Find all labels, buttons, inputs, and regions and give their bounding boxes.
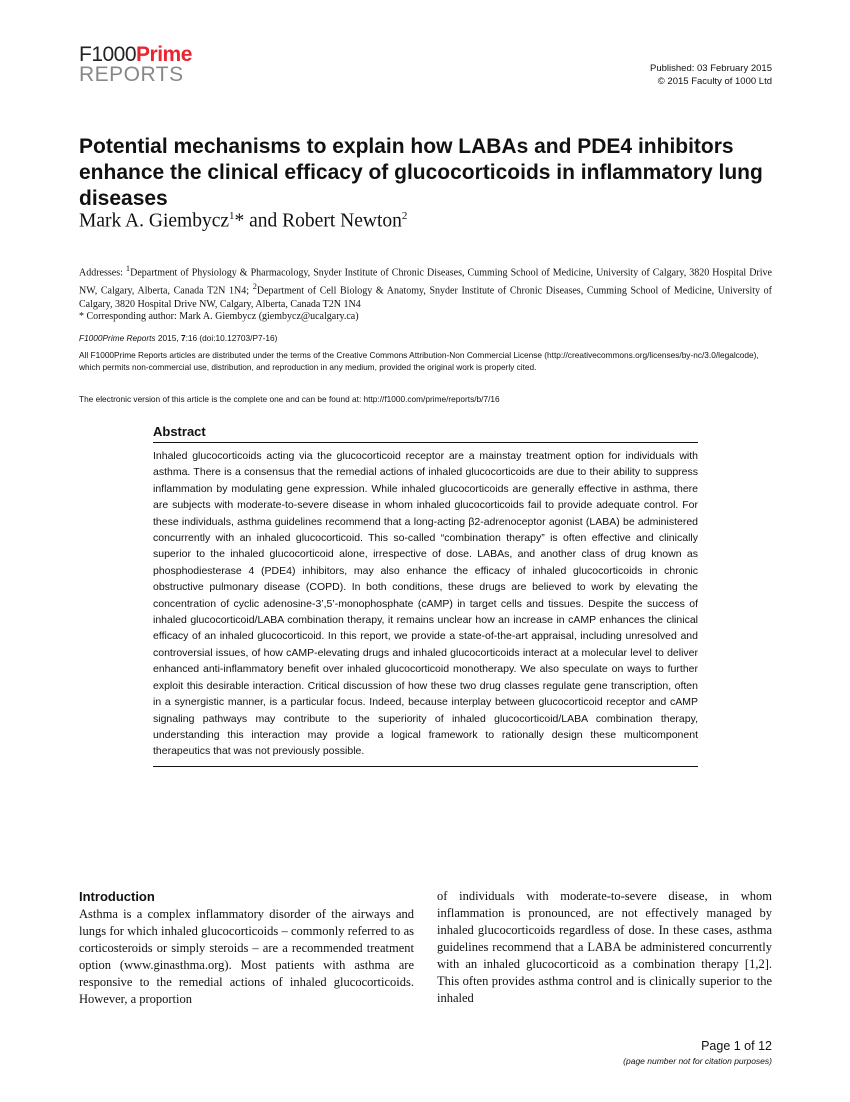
address-1-marker: 1 bbox=[125, 264, 131, 273]
article-title: Potential mechanisms to explain how LABAs and PDE4 inhibitors enhance the clinical efficacy of glucocorticoids in inflammatory lung diseases bbox=[79, 135, 763, 210]
page-number-note: (page number not for citation purposes) bbox=[623, 1056, 772, 1066]
publication-info bbox=[650, 62, 772, 88]
citation-year: 2015, bbox=[155, 333, 181, 343]
addresses bbox=[79, 262, 772, 311]
published-date: Published: 03 February 2015 bbox=[650, 63, 772, 74]
authors-and: and bbox=[244, 210, 283, 232]
address-2: Department of Cell Biology & Anatomy, Snyder Institute of Chronic Diseases, Cumming School of Medicine, University of Calgary, 3820 Hospital Drive NW, Calgary, Alberta, Canada T2N 1N4 bbox=[79, 285, 772, 310]
address-2-marker: 2 bbox=[252, 281, 257, 291]
journal-logo bbox=[79, 44, 192, 85]
addresses-label: Addresses: bbox=[79, 267, 126, 279]
author-1: Mark A. Giembycz bbox=[79, 210, 230, 232]
abstract-heading: Abstract bbox=[153, 424, 698, 443]
license: All F1000Prime Reports articles are distributed under the terms of the Creative Commons Attribution-Non Commercial License (http://creativecommons.org/licenses/by-nc/3.0/legalcode), which permits non-commercial use, distribution, and reproduction in any medium, provided the original work is properly cited. bbox=[79, 350, 759, 372]
logo-reports: REPORTS bbox=[79, 63, 184, 86]
corresponding-star: * bbox=[234, 210, 245, 232]
author-2: Robert Newton bbox=[282, 210, 402, 232]
abstract-text: Inhaled glucocorticoids acting via the glucocorticoid receptor are a mainstay treatment option for individuals with asthma. There is a consensus that the remedial actions of inhaled glucocorticoids are due to their ability to suppress inflammation by modulating gene expression. While inhaled glucocorticoids are generally effective in asthma, there are subjects with moderate-to-severe disease in whom inhaled glucocorticoids fail to provide adequate control. For these individuals, asthma guidelines recommend that a long-acting β2-adrenoceptor agonist (LABA) be administered concurrently with an inhaled glucocorticoid. This so-called “combination therapy” is often effective and clinically superior to the inhaled glucocorticoid alone, irrespective of dose. LABAs, and another class of drug known as phosphodiesterase 4 (PDE4) inhibitors, may also enhance the efficacy of inhaled glucocorticoids in chronic obstructive pulmonary disease (COPD). In both conditions, these drugs are believed to work by elevating the concentration of cyclic adenosine-3’,5’-monophosphate (cAMP) in target cells and tissues. Despite the success of inhaled glucocorticoid/LABA combination therapy, it remains unclear how an increase in cAMP enhances the clinical efficacy of an inhaled glucocorticoid. In this report, we provide a state-of-the-art appraisal, including unresolved and controversial issues, of how cAMP-elevating drugs and inhaled glucocorticoids interact at a molecular level to deliver enhanced anti-inflammatory benefit over inhaled glucocorticoid monotherapy. We also speculate on ways to further exploit this desirable interaction. Critical discussion of how these two drug classes regulate gene transcription, often in a synergistic manner, is a particular focus. Indeed, because interplay between glucocorticoid receptor and cAMP signaling pathways may contribute to the superiority of inhaled glucocorticoid/LABA combination therapy, understanding this interaction may provide a logical framework to rationally design these multicomponent therapeutics that was not previously possible. bbox=[153, 450, 698, 758]
electronic-version: The electronic version of this article is the complete one and can be found at: http://f1000.com/prime/reports/b/7/16 bbox=[79, 394, 500, 404]
citation bbox=[79, 333, 277, 343]
corresponding-author: * Corresponding author: Mark A. Giembycz (giembycz@ucalgary.ca) bbox=[79, 311, 359, 322]
logo-prime: Prime bbox=[136, 43, 192, 66]
address-1: Department of Physiology & Pharmacology, Snyder Institute of Chronic Diseases, Cumming School of Medicine, University of Calgary, 3820 Hospital Drive NW, Calgary, Alberta, Canada T2N 1N4; bbox=[79, 267, 772, 297]
citation-pages: :16 (doi:10.12703/P7-16) bbox=[185, 333, 278, 343]
abstract-divider bbox=[153, 766, 698, 767]
page-number: Page 1 of 12 bbox=[701, 1039, 772, 1053]
abstract bbox=[153, 424, 698, 767]
author-2-affiliation: 2 bbox=[401, 210, 408, 222]
introduction-heading: Introduction bbox=[79, 889, 155, 904]
introduction-right-column: of individuals with moderate-to-severe disease, in whom inflammation is pronounced, are not effectively managed by inhaled glucocorticoids regardless of dose. In these cases, asthma guidelines recommend that a LABA be administered concurrently with an inhaled glucocorticoid as a combination therapy [1,2]. This often provides asthma control and is clinically superior to the inhaled bbox=[437, 889, 772, 1005]
citation-volume: 7 bbox=[180, 333, 186, 343]
introduction-left-column: Asthma is a complex inflammatory disorder of the airways and lungs for which inhaled glucocorticoids – commonly referred to as corticosteroids or simply steroids – are a recommended treatment option (www.ginasthma.org). Most patients with asthma are responsive to the remedial actions of inhaled glucocorticoids. However, a proportion bbox=[79, 907, 414, 1006]
logo-f1000: F1000 bbox=[79, 43, 137, 66]
copyright: © 2015 Faculty of 1000 Ltd bbox=[657, 76, 772, 87]
citation-journal: F1000Prime Reports bbox=[79, 333, 156, 343]
author-1-affiliation: 1 bbox=[229, 210, 235, 222]
authors bbox=[79, 210, 407, 233]
